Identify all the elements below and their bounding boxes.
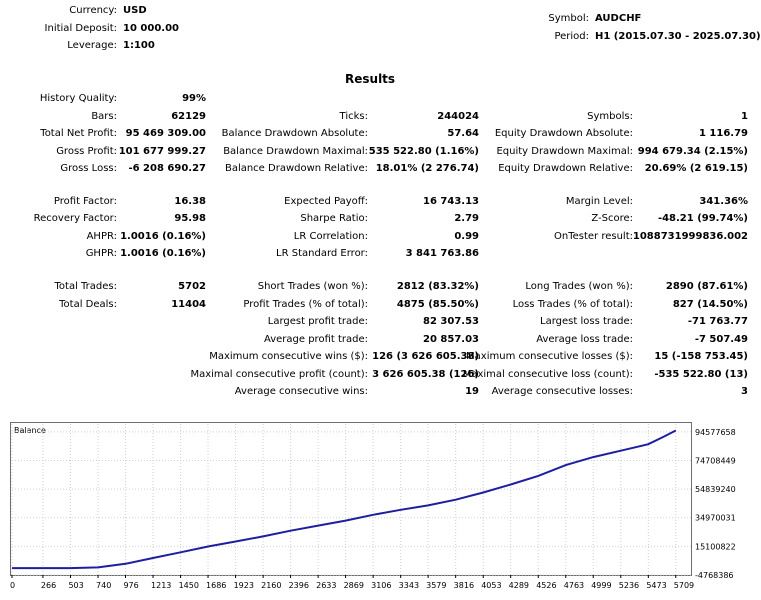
x-tick-label: 1213 [151,581,172,590]
x-tick-label: 4053 [481,581,502,590]
col2-0-value: 244024 [437,111,479,122]
col1-10-label: Total Deals: [59,299,117,310]
header-left-2-label: Leverage: [67,40,117,51]
col1-9-label: Total Trades: [54,281,117,292]
col3-0-label: Symbols: [587,111,633,122]
header-left-2-value: 1:100 [123,40,155,51]
col3-3-label: Equity Drawdown Relative: [498,163,633,174]
chart-title: Balance [14,426,46,435]
col2-5-value: 2.79 [454,213,479,224]
y-tick-label: 15100822 [695,542,736,552]
x-tick-label: 4289 [508,581,530,590]
col3-5-label: Z-Score: [591,213,633,224]
x-tick-label: 2633 [316,581,337,590]
col1-1-value: 62129 [171,111,206,122]
col2-11-label: Average profit trade: [263,334,368,345]
col3-8-label: Loss Trades (% of total): [512,299,633,310]
col3-2-value: 994 679.34 (2.15%) [637,146,748,157]
col3-9-label: Largest loss trade: [540,316,633,327]
col2-2-value: 535 522.80 (1.16%) [368,146,479,157]
col3-12-label: Maximal consecutive loss (count): [462,369,633,380]
x-tick-label: 266 [40,581,57,590]
col2-3-value: 18.01% (2 276.74) [375,163,479,174]
x-tick-label: 4763 [563,581,585,590]
y-tick-label: -4768386 [695,571,734,580]
col1-9-value: 5702 [178,281,206,292]
y-tick-label: 94577658 [695,427,736,437]
col1-3-value: 101 677 999.27 [118,146,206,157]
col2-8-value: 2812 (83.32%) [396,281,479,292]
chart-frame [11,423,692,576]
col2-7-value: 3 841 763.86 [405,248,479,259]
col2-4-value: 16 743.13 [423,196,479,207]
x-tick-label: 5709 [673,581,695,590]
col3-12-value: -535 522.80 (13) [654,369,748,380]
col2-8-label: Short Trades (won %): [257,281,368,292]
col2-10-value: 82 307.53 [423,316,479,327]
x-tick-label: 1450 [178,581,199,590]
col3-6-label: OnTester result: [553,231,633,242]
col2-12-value: 126 (3 626 605.38) [372,351,479,362]
col2-9-value: 4875 (85.50%) [396,299,479,310]
col1-2-value: 95 469 309.00 [125,128,206,139]
col3-1-label: Equity Drawdown Absolute: [494,128,633,139]
col2-5-label: Sharpe Ratio: [300,213,368,224]
col2-3-label: Balance Drawdown Relative: [224,163,368,174]
col1-6-value: 95.98 [174,213,206,224]
col3-10-value: -7 507.49 [694,334,748,345]
y-tick-label: 34970031 [695,513,736,523]
header-left-1-label: Initial Deposit: [44,23,117,34]
col2-2-label: Balance Drawdown Maximal: [223,146,368,157]
x-tick-label: 3106 [371,581,392,590]
col1-2-label: Total Net Profit: [40,128,117,139]
x-tick-label: 976 [123,581,139,590]
col2-0-label: Ticks: [339,111,368,122]
col1-5-label: Profit Factor: [53,196,117,207]
col1-8-value: 1.0016 (0.16%) [120,248,206,259]
col3-8-value: 827 (14.50%) [672,299,748,310]
y-tick-label: 74708449 [695,456,736,466]
col2-1-value: 57.64 [447,128,479,139]
col1-6-label: Recovery Factor: [33,213,117,224]
col3-11-label: Maximum consecutive losses ($): [466,351,633,362]
col3-1-value: 1 116.79 [698,128,748,139]
header-right-0-value: AUDCHF [595,13,642,24]
col3-2-label: Equity Drawdown Maximal: [496,146,633,157]
col3-0-value: 1 [741,111,748,122]
x-tick-label: 4526 [536,581,557,590]
x-tick-label: 740 [96,581,112,590]
col1-0-value: 99% [182,93,206,104]
col3-13-label: Average consecutive losses: [491,386,633,397]
header-left-0-label: Currency: [69,5,117,16]
x-tick-label: 2396 [288,581,309,590]
col2-1-label: Balance Drawdown Absolute: [221,128,368,139]
col1-4-value: -6 208 690.27 [128,163,206,174]
x-tick-label: 3579 [426,581,447,590]
x-tick-label: 1686 [206,581,227,590]
x-tick-label: 1923 [233,581,254,590]
col2-13-label: Maximal consecutive profit (count): [190,369,368,380]
header-left-0-value: USD [123,5,147,16]
col2-11-value: 20 857.03 [423,334,479,345]
col3-4-label: Margin Level: [565,196,633,207]
col3-5-value: -48.21 (99.74%) [657,213,748,224]
col1-10-value: 11404 [171,299,206,310]
col2-4-label: Expected Payoff: [284,196,368,207]
col2-6-value: 0.99 [454,231,479,242]
x-tick-label: 2160 [261,581,282,590]
col1-0-label: History Quality: [39,93,117,104]
col2-6-label: LR Correlation: [293,231,368,242]
x-tick-label: 5473 [646,581,667,590]
col3-4-value: 341.36% [699,196,748,207]
col1-7-label: AHPR: [86,231,117,242]
balance-chart [10,422,755,597]
col3-3-value: 20.69% (2 619.15) [644,163,748,174]
col3-11-value: 15 (-158 753.45) [654,351,748,362]
col1-1-label: Bars: [91,111,117,122]
x-tick-label: 4999 [591,581,612,590]
x-tick-label: 503 [68,581,84,590]
x-tick-label: 2869 [343,581,364,590]
col1-5-value: 16.38 [174,196,206,207]
col2-7-label: LR Standard Error: [276,248,368,259]
col3-10-label: Average loss trade: [536,334,633,345]
header-right-1-value: H1 (2015.07.30 - 2025.07.30) [595,31,761,42]
col1-3-label: Gross Profit: [56,146,117,157]
header-right-1-label: Period: [554,31,589,42]
x-tick-label: 0 [10,581,16,590]
col1-4-label: Gross Loss: [60,163,117,174]
col3-9-value: -71 763.77 [687,316,748,327]
col2-12-label: Maximum consecutive wins ($): [209,351,368,362]
col3-7-label: Long Trades (won %): [525,281,633,292]
col2-14-value: 19 [465,386,479,397]
col2-9-label: Profit Trades (% of total): [243,299,368,310]
header-left-1-value: 10 000.00 [123,23,179,34]
x-tick-label: 5236 [618,581,640,590]
col3-6-value: 1088731999836.002 [632,231,748,242]
header-right-0-label: Symbol: [548,13,589,24]
results-title: Results [345,72,396,86]
col3-13-value: 3 [741,386,748,397]
col2-13-value: 3 626 605.38 (126) [372,369,479,380]
col2-14-label: Average consecutive wins: [234,386,368,397]
x-tick-label: 3816 [453,581,475,590]
x-tick-label: 3343 [398,581,420,590]
col3-7-value: 2890 (87.61%) [665,281,748,292]
y-tick-label: 54839240 [695,485,736,495]
col2-10-label: Largest profit trade: [267,316,368,327]
col1-8-label: GHPR: [85,248,117,259]
col1-7-value: 1.0016 (0.16%) [120,231,206,242]
